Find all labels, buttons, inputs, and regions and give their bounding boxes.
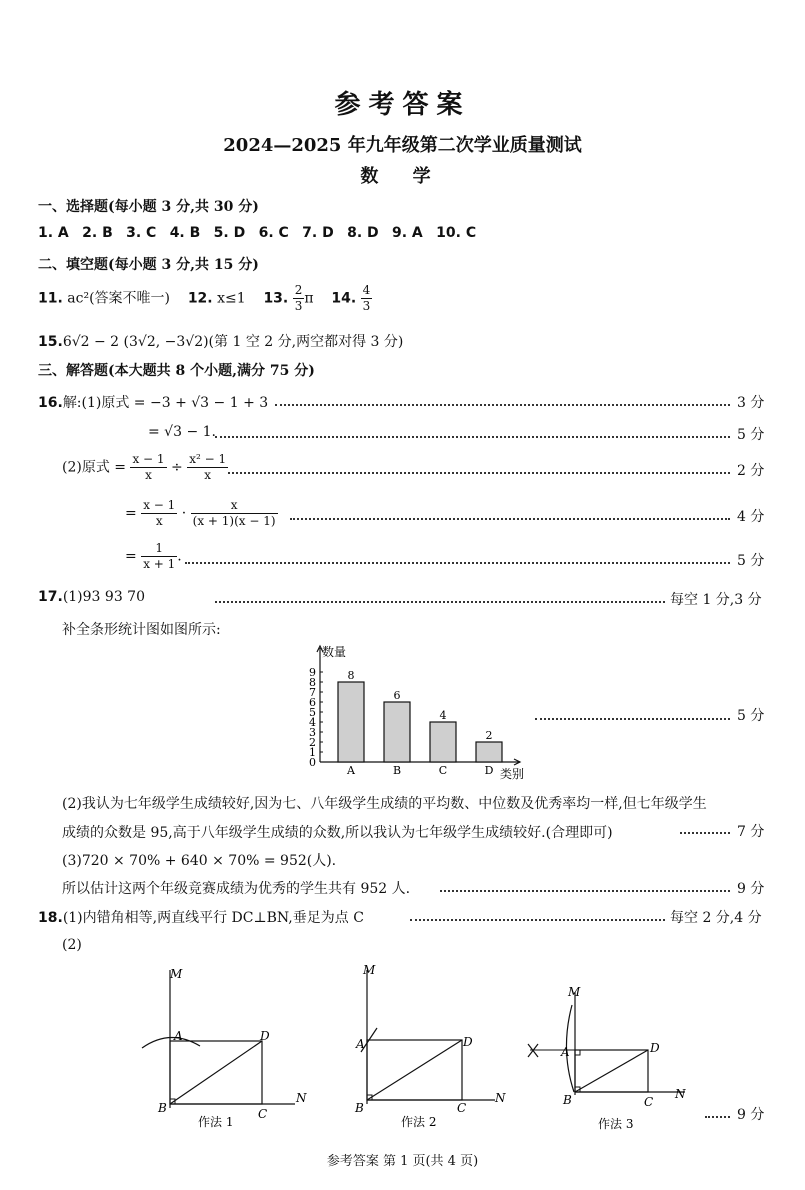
q16-line4: = $\frac{x - 1}{x}$ · $\frac{x}{(x + 1)(x - 1)}$	[125, 498, 276, 528]
q15-row	[38, 331, 403, 351]
y-tick-label: 4	[309, 716, 316, 729]
svg-text:C: C	[258, 1107, 268, 1121]
bar-value-label: 4	[439, 709, 447, 722]
svg-text:D: D	[650, 1041, 660, 1055]
svg-text:N: N	[495, 1091, 506, 1105]
y-tick-label: 7	[309, 686, 316, 699]
y-axis-label: 数量	[322, 645, 347, 659]
answer-2: 2. B	[82, 225, 113, 241]
page-footer: 参考答案 第 1 页(共 4 页)	[326, 1154, 479, 1169]
svg-text:D: D	[260, 1029, 270, 1043]
svg-text:B: B	[355, 1101, 364, 1115]
svg-text:M: M	[363, 963, 376, 977]
choice-answers	[38, 225, 476, 241]
figure-3-caption: 作法 3	[598, 1117, 634, 1131]
svg-text:N: N	[296, 1091, 307, 1105]
bar-value-label: 8	[347, 669, 355, 682]
x-tick-label: D	[484, 764, 494, 777]
q16-line2: = √3 − 1.	[148, 424, 216, 440]
dotted-leader	[410, 919, 665, 921]
x-tick-label: A	[347, 764, 355, 777]
q17-line5: (3)720 × 70% + 640 × 70% = 952(人).	[62, 853, 337, 869]
q17-number: 17.	[38, 589, 63, 605]
q17-score-chart: 5 分	[737, 708, 765, 724]
q17-line2: 补全条形统计图如图所示:	[62, 622, 221, 638]
svg-text:C: C	[457, 1101, 467, 1115]
q13-fraction: $\frac{2}{3}$	[294, 283, 303, 313]
dotted-leader	[215, 601, 665, 603]
bar-C	[430, 722, 456, 762]
q18-score2: 9 分	[737, 1107, 765, 1123]
subject-title: 数 学	[360, 166, 445, 187]
x-tick-label: C	[438, 764, 448, 777]
answer-9: 9. A	[392, 225, 423, 241]
dotted-leader	[705, 1116, 730, 1118]
q11-number: 11.	[38, 290, 63, 307]
y-tick-label: 5	[309, 706, 316, 719]
svg-text:M: M	[170, 967, 183, 981]
answer-7: 7. D	[302, 225, 334, 241]
answer-1: 1. A	[38, 225, 69, 241]
dotted-leader	[185, 562, 730, 564]
fill-answers-row	[38, 283, 372, 314]
svg-text:B: B	[563, 1093, 572, 1107]
y-tick-label: 0	[309, 756, 316, 769]
q18-score1: 每空 2 分,4 分	[670, 910, 762, 926]
q18-line1: 18.(1)内错角相等,两直线平行 DC⊥BN,垂足为点 C	[38, 910, 364, 926]
q16-score5: 5 分	[737, 553, 765, 569]
answer-6: 6. C	[258, 225, 289, 241]
bar-chart	[290, 642, 540, 782]
q17-line4: 成绩的众数是 95,高于八年级学生成绩的众数,所以我认为七年级学生成绩较好.(合理即可)	[62, 825, 613, 841]
q16-score3: 2 分	[737, 463, 765, 479]
svg-text:B: B	[158, 1101, 167, 1115]
q16-number: 16.	[38, 395, 63, 411]
y-tick-label: 2	[309, 736, 316, 749]
q17-score4: 7 分	[737, 824, 765, 840]
y-tick-label: 8	[309, 676, 316, 689]
svg-text:N: N	[675, 1087, 686, 1101]
svg-text:D: D	[463, 1035, 473, 1049]
q17-score6: 9 分	[737, 881, 765, 897]
x-tick-label: B	[392, 764, 402, 777]
q16-score1: 3 分	[737, 395, 765, 411]
dotted-leader	[680, 832, 730, 834]
figure-1-caption: 作法 1	[198, 1115, 234, 1129]
svg-text:M: M	[568, 985, 581, 999]
section1-heading: 一、选择题(每小题 3 分,共 30 分)	[38, 199, 259, 215]
answer-5: 5. D	[213, 225, 246, 241]
q16-score4: 4 分	[737, 509, 765, 525]
q17-score1: 每空 1 分,3 分	[670, 592, 762, 608]
q15-number: 15.	[38, 334, 63, 350]
y-tick-label: 3	[309, 726, 316, 739]
bar-A	[338, 682, 364, 762]
answer-8: 8. D	[347, 225, 379, 241]
q17-line1: 17.(1)93 93 70	[38, 589, 145, 605]
construction-figure-3	[520, 980, 695, 1135]
q18-line2: (2)	[62, 937, 82, 953]
dotted-leader	[275, 404, 730, 406]
q13-pi: π	[304, 290, 314, 307]
exam-subtitle: 2024—2025 年九年级第二次学业质量测试	[223, 135, 582, 156]
x-axis-label: 类别	[500, 767, 525, 781]
construction-figure-2	[325, 958, 510, 1135]
section3-heading: 三、解答题(本大题共 8 个小题,满分 75 分)	[38, 363, 315, 379]
svg-text:A: A	[561, 1045, 570, 1059]
answer-4: 4. B	[169, 225, 201, 241]
bar-value-label: 2	[485, 729, 493, 742]
section2-heading: 二、填空题(每小题 3 分,共 15 分)	[38, 257, 259, 273]
bar-D	[476, 742, 502, 762]
q18-number: 18.	[38, 910, 63, 926]
figure-2-caption: 作法 2	[401, 1115, 437, 1129]
y-tick-label: 6	[309, 696, 316, 709]
dotted-leader	[290, 518, 730, 520]
dotted-leader	[228, 472, 730, 474]
q12-number: 12.	[187, 290, 213, 307]
answer-10: 10. C	[436, 225, 477, 241]
svg-text:C: C	[644, 1095, 654, 1109]
q16-line1: 16.解:(1)原式 = −3 + √3 − 1 + 3	[38, 395, 269, 411]
bar-B	[384, 702, 410, 762]
q14-number: 14.	[331, 290, 357, 307]
dotted-leader	[440, 890, 730, 892]
page-title: 参考答案	[334, 90, 471, 120]
dotted-leader	[215, 436, 730, 438]
q17-line6: 所以估计这两个年级竞赛成绩为优秀的学生共有 952 人.	[62, 881, 411, 897]
bar-value-label: 6	[393, 689, 401, 702]
q17-line3: (2)我认为七年级学生成绩较好,因为七、八年级学生成绩的平均数、中位数及优秀率均一样,但七年级学生	[62, 796, 707, 812]
construction-figure-1	[130, 960, 310, 1135]
q15-answer: 6√2 − 2 (3√2, −3√2)(第 1 空 2 分,两空都对得 3 分)	[62, 334, 404, 350]
q16-line5: = $\frac{1}{x + 1}$ .	[125, 541, 182, 571]
svg-text:A: A	[174, 1029, 183, 1043]
q14-fraction: $\frac{4}{3}$	[362, 283, 371, 313]
q13-number: 13.	[263, 290, 289, 307]
answer-3: 3. C	[126, 225, 157, 241]
q12-answer: x≤1	[217, 290, 246, 307]
q16-line3: (2)原式 = $\frac{x - 1}{x}$ ÷ $\frac{\text{x² − 1}}{x}$	[62, 452, 227, 482]
dotted-leader	[535, 718, 730, 720]
q11-answer: ac²(答案不唯一)	[67, 290, 170, 307]
q16-score2: 5 分	[737, 427, 765, 443]
y-tick-label: 1	[309, 746, 316, 759]
y-tick-label: 9	[309, 666, 316, 679]
svg-text:A: A	[356, 1037, 365, 1051]
